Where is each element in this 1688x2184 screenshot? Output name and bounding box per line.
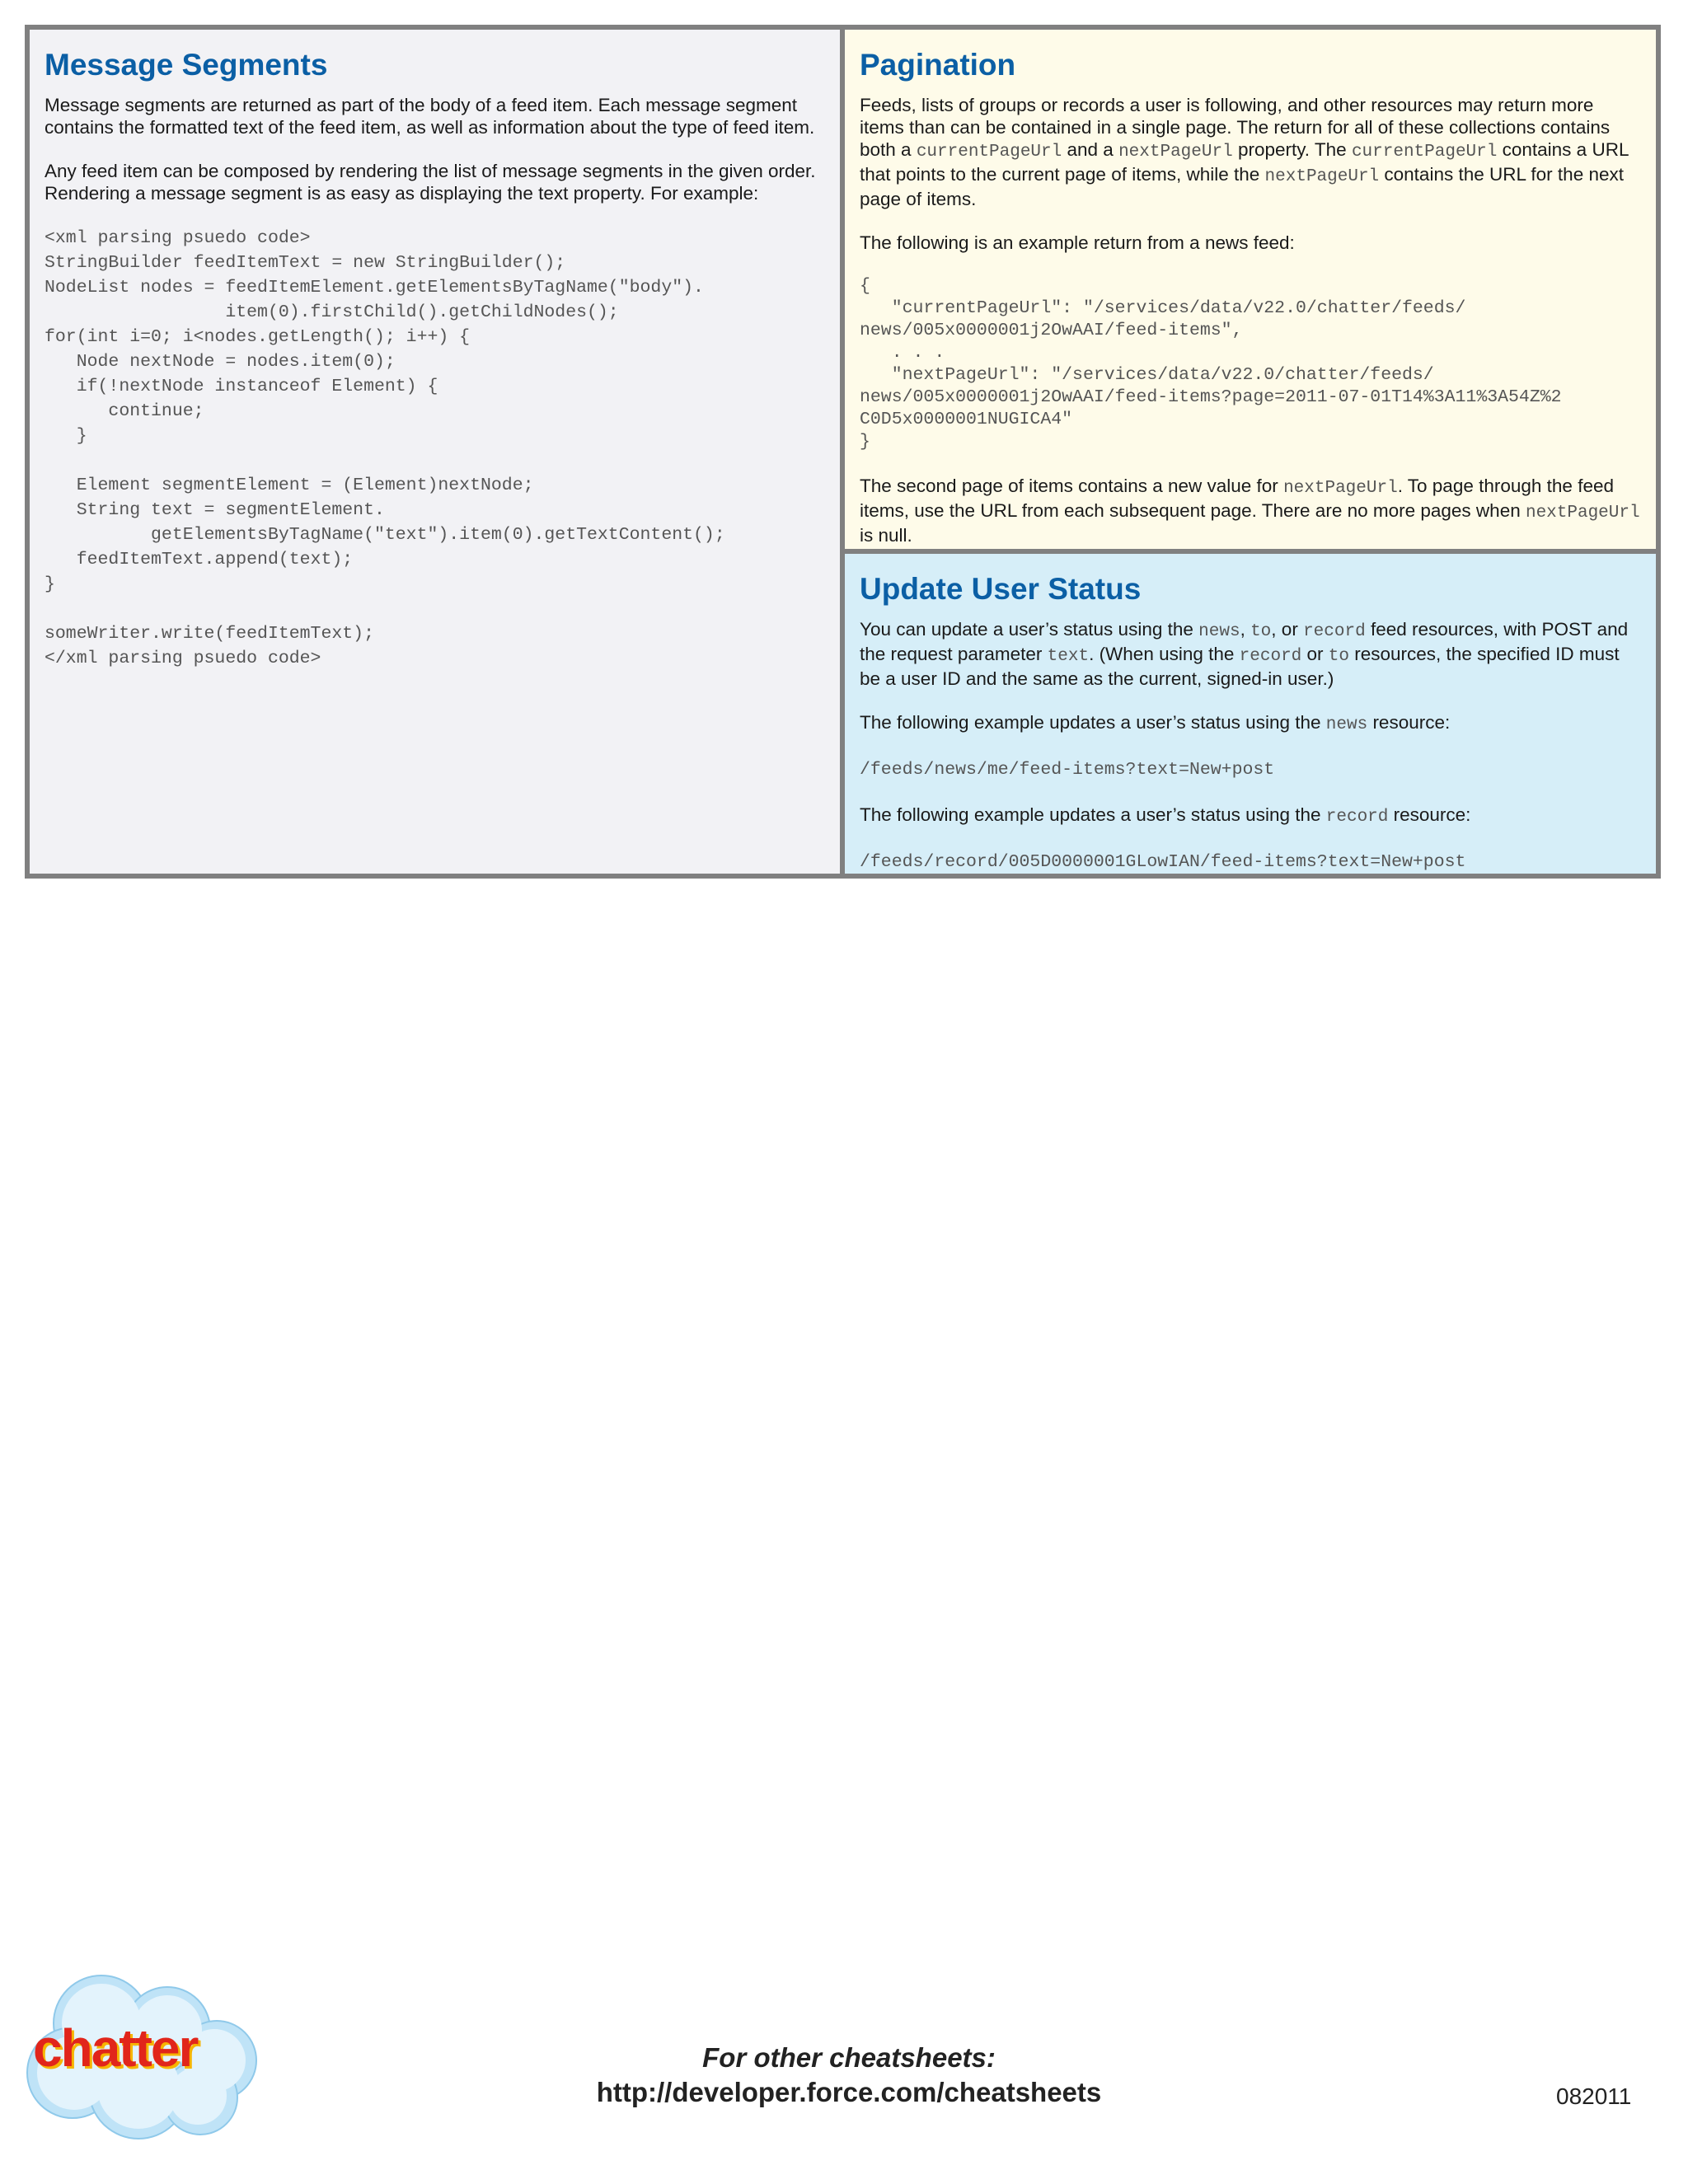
inline-code: nextPageUrl [1525,504,1640,523]
footer-cheatsheets-label: For other cheatsheets: [702,2042,996,2073]
text-fragment: feed resources, with POST and the request parameter [860,619,1629,664]
update-status-para3 [860,804,1641,828]
message-segments-para1: Message segments are returned as part of the body of a feed item. Each message segment contains the formatted text of the feed item, as well as information about the type of feed item. [45,95,815,138]
inline-code: record [1325,808,1389,827]
pagination-para2: The following is an example return from a news feed: [860,232,1295,253]
text-fragment: , [1240,619,1251,640]
text-fragment: resource: [1388,804,1471,825]
text-fragment: resource: [1367,712,1451,733]
cheatsheet-frame [25,25,1661,879]
document-number: 082011 [1556,2083,1632,2109]
inline-code: to [1328,647,1350,666]
inline-code: nextPageUrl [1283,479,1398,498]
text-fragment: Feeds, lists of groups or records a user is following, and other resources may return more items than can be contained in a single page. The return for all of these collections contains both a [860,95,1611,160]
update-user-status-title: Update User Status [860,572,1142,606]
pagination-title: Pagination [860,48,1016,82]
inline-code: to [1250,622,1272,641]
text-fragment: contains a URL that points to the current page of items, while the [860,139,1629,185]
inline-code: currentPageUrl [1351,143,1498,162]
text-fragment: . (When using the [1089,644,1240,664]
update-status-code2: /feeds/record/005D0000001GLowIAN/feed-items?text=New+post [860,852,1466,872]
update-status-code1: /feeds/news/me/feed-items?text=New+post [860,760,1275,780]
inline-code: currentPageUrl [916,143,1062,162]
text-fragment: The following example updates a user’s status using the [860,804,1326,825]
text-fragment: . To page through the feed items, use the URL from each subsequent page. There are no more pages when [860,476,1614,521]
update-user-status-panel [845,554,1656,874]
inline-code: news [1325,715,1368,734]
text-fragment: The following example updates a user’s status using the [860,712,1326,733]
pagination-para1 [860,94,1641,210]
text-fragment: You can update a user’s status using the [860,619,1199,640]
message-segments-title: Message Segments [45,48,328,82]
pagination-para3 [860,475,1641,546]
footer-cheatsheets-link[interactable]: http://developer.force.com/cheatsheets [596,2077,1102,2107]
message-segments-panel [30,30,845,874]
inline-code: record [1303,622,1366,641]
text-fragment: resources, the specified ID must be a user ID and the same as the current, signed-in user.) [860,644,1620,689]
update-status-para2 [860,711,1641,736]
inline-code: record [1239,647,1302,666]
inline-code: text [1047,647,1090,666]
text-fragment: contains the URL for the next page of items. [860,164,1624,209]
inline-code: news [1198,622,1240,641]
text-fragment: and a [1062,139,1119,160]
text-fragment: property. The [1232,139,1352,160]
message-segments-para2: Any feed item can be composed by rendering the list of message segments in the given order. Rendering a message segment is as easy as displaying the text property. For example: [45,161,816,204]
inline-code: nextPageUrl [1118,143,1233,162]
pagination-code: { "currentPageUrl": "/services/data/v22.0/chatter/feeds/ news/005x0000001j2OwAAI/feed-items", . . . "nextPageUrl": "/services/data/v22.0/chatter/feeds/ news/005x0000001j2OwAAI/feed-items?page=2011-07-01T14%3A11%3A54Z%2 C0D5x0000001NUGICA4" } [860,276,1562,452]
inline-code: nextPageUrl [1264,167,1380,186]
pagination-panel [845,30,1656,554]
text-fragment: , or [1271,619,1304,640]
text-fragment: or [1301,644,1329,664]
text-fragment: is null. [860,525,912,546]
message-segments-code: <xml parsing psuedo code> StringBuilder feedItemText = new StringBuilder(); NodeList nodes = feedItemElement.getElementsByTagName("body"). item(0).firstChild().getChildNodes(); for(int i=0; i<nodes.getLength(); i++) { Node nextNode = nodes.item(0); if(!nextNode instanceof Element) { continue; } Element segmentElement = (Element)nextNode; String text = segmentElement. getElementsByTagName("text").item(0).getTextContent(); feedItemText.append(text); } someWriter.write(feedItemText); </xml parsing psuedo code> [45,228,725,668]
chatter-logo-text: chatter [33,2018,198,2078]
update-status-para1 [860,618,1641,690]
text-fragment: The second page of items contains a new value for [860,476,1284,496]
